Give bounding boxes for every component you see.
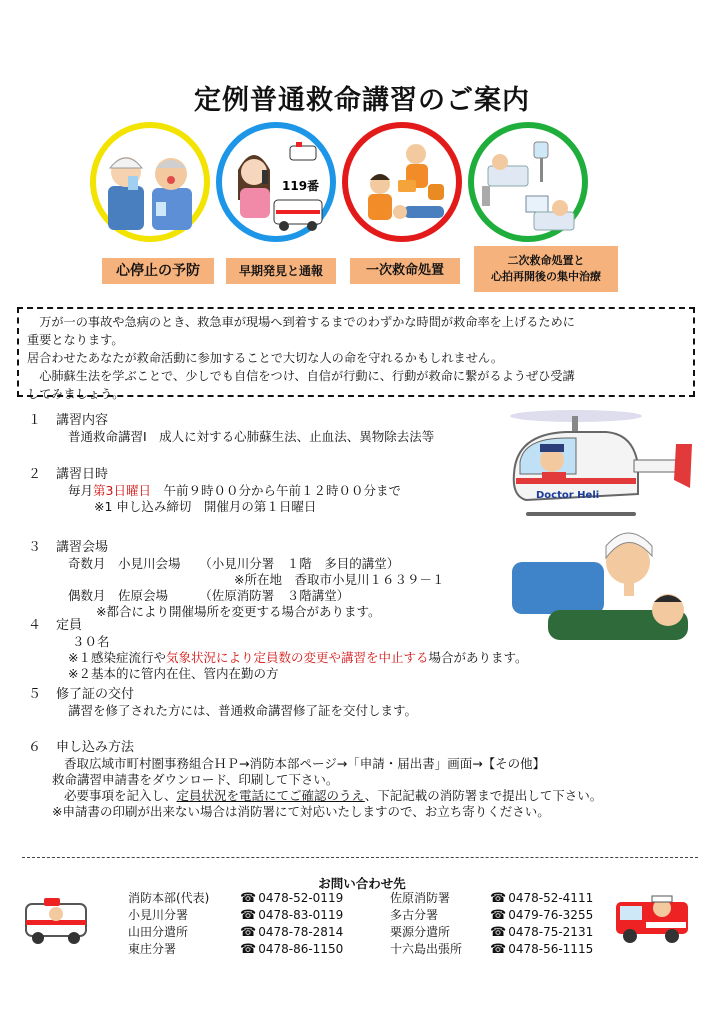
ambulance-icon — [22, 894, 94, 946]
text-fragment: 、下記記載の消防署まで提出して下さい。 — [364, 788, 603, 803]
step-bls-label: 一次救命処置 — [350, 258, 460, 284]
report-illustration — [230, 140, 326, 234]
call-119-label: 119番 — [282, 179, 320, 193]
section-text: ※都合により開催場所を変更する場合があります。 — [96, 604, 381, 619]
section-text: ※申請書の印刷が出来ない場合は消防署にて対応いたしますので、お立ち寄りください。 — [52, 804, 550, 819]
station-name: 多古分署 — [390, 908, 439, 922]
phone-number: 0479-76-3255 — [508, 908, 594, 922]
section-text: 奇数月 小見川会場 （小見川分署 １階 多目的講堂） — [68, 556, 400, 571]
intro-line: 万が一の事故や急病のとき、救急車が現場へ到着するまでのわずかな時間が救命率を上げるために — [39, 315, 575, 329]
contact-row — [390, 907, 593, 924]
section-text: ※1 申し込み締切 開催月の第１日曜日 — [94, 499, 317, 514]
intro-box — [17, 307, 695, 401]
prevention-illustration — [104, 142, 198, 232]
fire-engine-icon — [612, 890, 692, 946]
section-text: 講習を修了された方には、普通救命講習修了証を交付します。 — [68, 703, 418, 718]
station-name: 東庄分署 — [128, 942, 177, 956]
intro-line: 重要となります。 — [27, 333, 124, 347]
step-prevention-label: 心停止の予防 — [102, 258, 214, 284]
station-name: 消防本部(代表) — [128, 891, 210, 905]
section-heading: 講習日時 — [56, 467, 109, 482]
highlight-date: 第3日曜日 — [93, 483, 151, 498]
phone-number: 0478-86-1150 — [258, 942, 344, 956]
section-text — [64, 788, 688, 804]
section-number: ２ — [28, 467, 42, 482]
contact-list-right — [390, 890, 593, 958]
contact-title: お問い合わせ先 — [318, 876, 406, 891]
phone-icon: ☎ — [240, 942, 257, 957]
phone-icon: ☎ — [490, 908, 507, 923]
station-name: 小見川分署 — [128, 908, 189, 922]
contact-row — [390, 890, 593, 907]
phone-number: 0478-52-4111 — [508, 891, 594, 905]
section-text — [68, 650, 688, 666]
section-6 — [28, 740, 688, 820]
text-fragment: 場合があります。 — [428, 650, 528, 665]
phone-number: 0478-75-2131 — [508, 925, 594, 939]
contact-list-left — [128, 890, 343, 958]
section-text: ※所在地 香取市小見川１６３９－１ — [234, 572, 445, 587]
section-text: 偶数月 佐原会場 （佐原消防署 ３階講堂） — [68, 588, 350, 603]
phone-icon: ☎ — [490, 891, 507, 906]
intro-line: してみましょう。 — [27, 387, 125, 401]
section-4 — [28, 618, 688, 682]
warning-text: 気象状況により定員数の変更や講習を中止する — [165, 650, 429, 665]
section-text: ※２基本的に管内在住、管内在勤の方 — [68, 666, 279, 681]
section-number: ３ — [28, 540, 42, 555]
step-advanced-label — [474, 246, 618, 292]
section-number: ５ — [28, 687, 42, 702]
phone-number: 0478-78-2814 — [258, 925, 344, 939]
section-1 — [28, 413, 688, 445]
section-number: ６ — [28, 740, 42, 755]
bls-illustration — [354, 140, 450, 236]
divider — [22, 857, 698, 858]
phone-icon: ☎ — [240, 891, 257, 906]
text-fragment: 午前９時００分から午前１２時００分まで — [150, 483, 401, 498]
phone-icon: ☎ — [240, 908, 257, 923]
section-number: ４ — [28, 618, 42, 633]
phone-number: 0478-52-0119 — [258, 891, 344, 905]
heli-label: Doctor Heli — [536, 490, 600, 501]
section-text: 普通救命講習Ⅰ 成人に対する心肺蘇生法、止血法、異物除去法等 — [68, 429, 435, 444]
section-2 — [28, 467, 688, 515]
station-name: 佐原消防署 — [390, 891, 451, 905]
contact-row — [128, 941, 343, 958]
hospital-illustration — [480, 138, 576, 238]
section-heading: 講習会場 — [56, 540, 109, 555]
section-text: ３０名 — [72, 634, 110, 649]
section-text: 救命講習申請書をダウンロード、印刷して下さい。 — [52, 772, 339, 787]
intro-line: 心肺蘇生法を学ぶことで、少しでも自信をつけ、自信が行動に、行動が救命に繋がるようぜひ受講 — [39, 369, 575, 383]
section-5 — [28, 687, 688, 719]
phone-icon: ☎ — [490, 925, 507, 940]
phone-number: 0478-83-0119 — [258, 908, 344, 922]
section-text: 香取広域市町村圏事務組合ＨＰ→消防本部ページ→「申請・届出書」画面→【その他】 — [64, 756, 546, 771]
contact-row — [128, 924, 343, 941]
phone-icon: ☎ — [490, 942, 507, 957]
step-advanced-line1: 二次救命処置と — [507, 254, 585, 267]
section-3 — [28, 540, 688, 620]
step-advanced-line2: 心拍再開後の集中治療 — [491, 270, 601, 283]
phone-icon: ☎ — [240, 925, 257, 940]
station-name: 山田分遣所 — [128, 925, 189, 939]
contact-row — [128, 890, 343, 907]
step-report-label: 早期発見と通報 — [226, 258, 336, 284]
station-name: 十六島出張所 — [390, 942, 463, 956]
intro-line: 居合わせたあなたが救命活動に参加することで大切な人の命を守れるかもしれません。 — [27, 351, 504, 365]
contact-row — [390, 941, 593, 958]
page-title: 定例普通救命講習のご案内 — [194, 85, 530, 116]
text-fragment: 毎月 — [68, 483, 94, 498]
contact-row — [390, 924, 593, 941]
section-heading: 講習内容 — [56, 413, 109, 428]
section-number: １ — [28, 413, 42, 428]
text-fragment: ※１感染症流行や — [68, 650, 166, 665]
text-fragment: 必要事項を記入し、 — [64, 788, 177, 803]
section-heading: 修了証の交付 — [56, 687, 135, 702]
contact-row — [128, 907, 343, 924]
section-heading: 定員 — [56, 618, 83, 633]
phone-number: 0478-56-1115 — [508, 942, 594, 956]
section-text — [68, 483, 688, 499]
underlined-note: 定員状況を電話にてご確認のうえ — [176, 788, 365, 803]
section-heading: 申し込み方法 — [56, 740, 135, 755]
station-name: 栗源分遣所 — [390, 925, 451, 939]
